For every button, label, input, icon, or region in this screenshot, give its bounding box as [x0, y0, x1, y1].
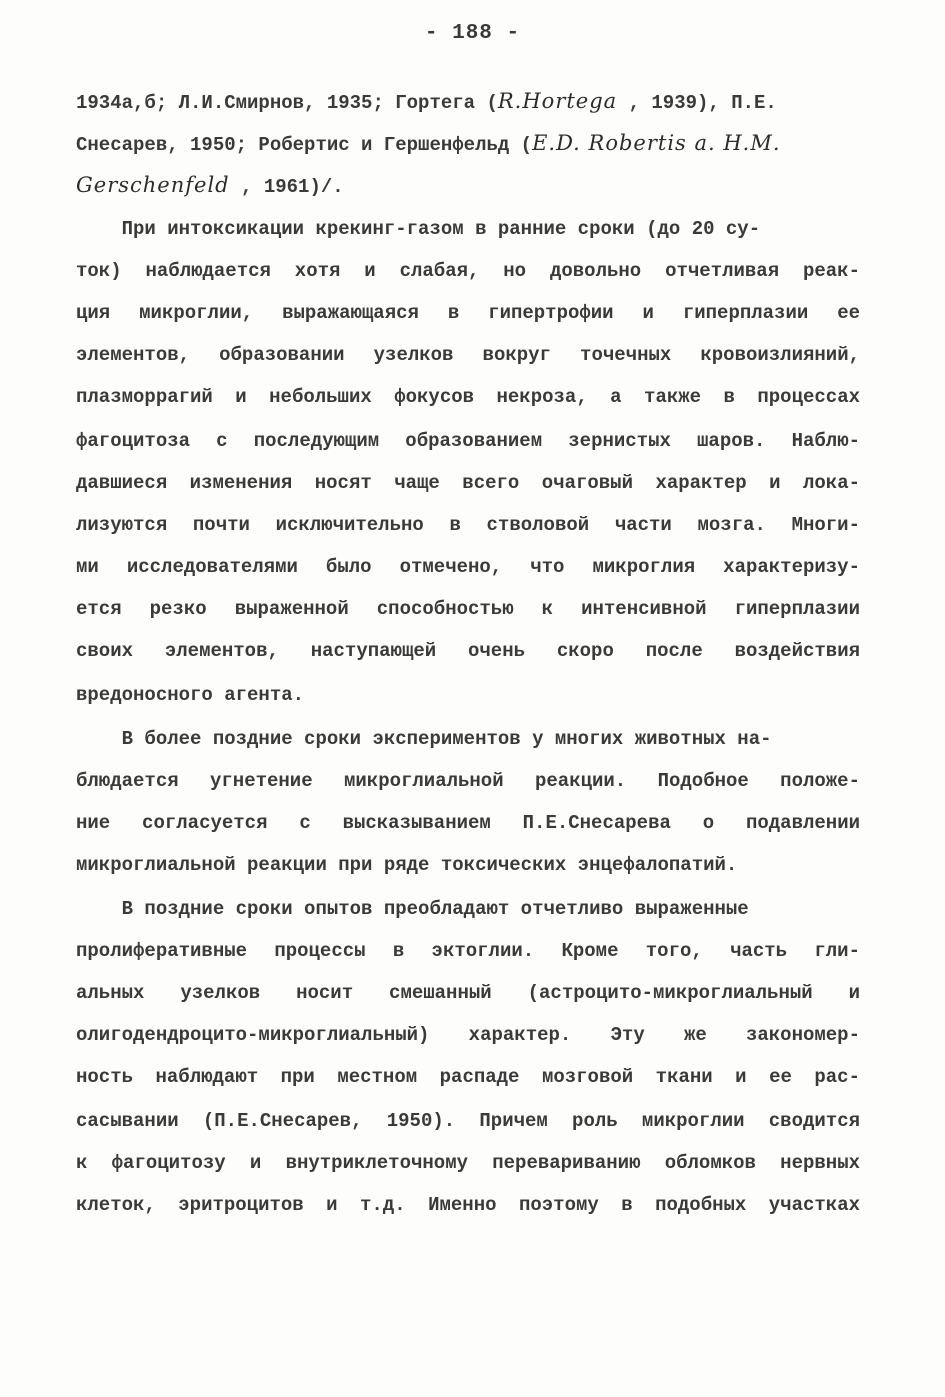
text-line — [76, 298, 860, 328]
typed-text: , 1939), П.Е. — [617, 92, 777, 114]
typed-text: В поздние сроки опытов преобладают отчетливо выраженные — [76, 898, 749, 920]
typed-text: ток) наблюдается хотя и слабая, но довольно отчетливая реак- — [76, 260, 860, 282]
text-line — [76, 86, 777, 116]
typed-text: ция микроглии, выражающаяся в гипертрофии и гиперплазии ее — [76, 302, 860, 324]
text-line — [76, 680, 304, 710]
text-line — [76, 170, 344, 200]
typed-text: сасывании (П.Е.Снесарев, 1950). Причем роль микроглии сводится — [76, 1110, 860, 1132]
text-line — [76, 214, 760, 244]
typed-text: своих элементов, наступающей очень скоро после воздействия — [76, 640, 860, 662]
typed-text: ние согласуется с высказыванием П.Е.Снесарева о подавлении — [76, 812, 860, 834]
text-line — [76, 382, 860, 412]
text-line — [76, 850, 737, 880]
typed-text: ется резко выраженной способностью к интенсивной гиперплазии — [76, 598, 860, 620]
text-line — [76, 1190, 860, 1220]
typed-text: пролиферативные процессы в эктоглии. Кроме того, часть гли- — [76, 940, 860, 962]
typed-text: плазморрагий и небольших фокусов некроза, а также в процессах — [76, 386, 860, 408]
typed-text: вредоносного агента. — [76, 684, 305, 706]
typed-text: блюдается угнетение микроглиальной реакции. Подобное положе- — [76, 770, 860, 792]
text-line — [76, 1106, 860, 1136]
text-line — [76, 808, 860, 838]
text-line — [76, 936, 860, 966]
typed-text: микроглиальной реакции при ряде токсических энцефалопатий. — [76, 854, 738, 876]
text-line — [76, 128, 781, 158]
typed-text: альных узелков носит смешанный (астроцито-микроглиальный и — [76, 982, 860, 1004]
typed-text: фагоцитоза с последующим образованием зернистых шаров. Наблю- — [76, 430, 860, 452]
text-line — [76, 1148, 860, 1178]
text-line — [76, 468, 860, 498]
text-line — [76, 510, 860, 540]
typed-text: ность наблюдают при местном распаде мозговой ткани и ее рас- — [76, 1066, 860, 1088]
text-line — [76, 426, 860, 456]
page-number: - 188 - — [424, 22, 521, 45]
typed-text: к фагоцитозу и внутриклеточному перевариванию обломков нервных — [76, 1152, 860, 1174]
typed-text: давшиеся изменения носят чаще всего очаговый характер и лока- — [76, 472, 860, 494]
handwritten-citation: Gerschenfeld — [76, 173, 230, 197]
typed-text: ми исследователями было отмечено, что микроглия характеризу- — [76, 556, 860, 578]
text-line — [76, 552, 860, 582]
text-line — [76, 894, 749, 924]
typed-text: элементов, образовании узелков вокруг точечных кровоизлияний, — [76, 344, 860, 366]
handwritten-citation: E.D. Robertis a. H.M. — [532, 131, 781, 155]
typed-text: клеток, эритроцитов и т.д. Именно поэтому в подобных участках — [76, 1194, 860, 1216]
typed-text: В более поздние сроки экспериментов у многих животных на- — [76, 728, 772, 750]
typed-text: Снесарев, 1950; Робертис и Гершенфельд ( — [76, 134, 533, 156]
text-line — [76, 594, 860, 624]
typed-text: , 1961)/. — [229, 176, 344, 198]
text-line — [76, 978, 860, 1008]
typed-text: При интоксикации крекинг-газом в ранние сроки (до 20 су- — [76, 218, 761, 240]
text-line — [76, 256, 860, 286]
text-line — [76, 340, 860, 370]
typed-text: лизуются почти исключительно в стволовой части мозга. Многи- — [76, 514, 860, 536]
handwritten-citation: R.Hortega — [497, 89, 618, 113]
text-line — [76, 1062, 860, 1092]
text-line — [76, 766, 860, 796]
text-line — [76, 636, 860, 666]
typed-text: 1934а,б; Л.И.Смирнов, 1935; Гортега ( — [76, 92, 498, 114]
typed-text: олигодендроцито-микроглиальный) характер. Эту же закономер- — [76, 1024, 860, 1046]
text-line — [76, 724, 772, 754]
text-line — [76, 1020, 860, 1050]
